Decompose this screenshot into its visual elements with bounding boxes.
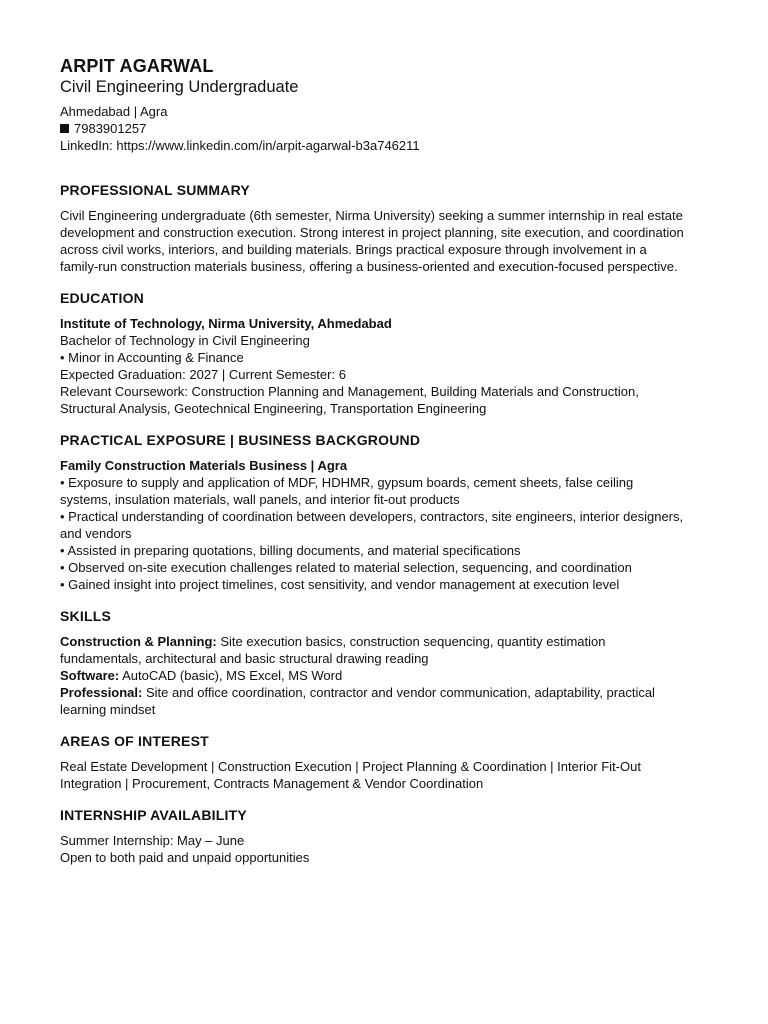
section-title-education: EDUCATION (60, 290, 144, 306)
skills-section (60, 607, 728, 718)
practical-line: • Exposure to supply and application of MDF, HDHMR, gypsum boards, cement sheets, false ceiling (60, 475, 634, 490)
education-line: • Minor in Accounting & Finance (60, 350, 244, 365)
candidate-role: Civil Engineering Undergraduate (60, 78, 299, 96)
availability-line: Summer Internship: May – June (60, 833, 245, 848)
phone-number: 7983901257 (74, 121, 147, 136)
skill-professional-text: Site and office coordination, contractor and vendor communication, adaptability, practical (142, 685, 655, 700)
practical-line: • Gained insight into project timelines, cost sensitivity, and vendor management at execution level (60, 577, 620, 592)
linkedin-link[interactable]: LinkedIn: https://www.linkedin.com/in/arpit-agarwal-b3a746211 (60, 138, 420, 153)
location-text: Ahmedabad | Agra (60, 104, 168, 119)
interest-line: Real Estate Development | Construction Execution | Project Planning & Coordination | Interior Fit-Out (60, 759, 641, 774)
education-line: Expected Graduation: 2027 | Current Semester: 6 (60, 367, 346, 382)
skill-construction-text: Site execution basics, construction sequencing, quantity estimation (216, 634, 606, 649)
education-section (60, 289, 728, 417)
skill-construction-label: Construction & Planning: (60, 634, 217, 649)
skill-professional-label: Professional: (60, 685, 143, 700)
section-title-skills: SKILLS (60, 608, 111, 624)
practical-exposure-section (60, 431, 728, 593)
skill-construction-continuation: fundamentals, architectural and basic structural drawing reading (60, 651, 429, 666)
candidate-name: ARPIT AGARWAL (60, 56, 214, 76)
interest-line: Integration | Procurement, Contracts Management & Vendor Coordination (60, 776, 484, 791)
phone-icon (60, 124, 69, 133)
practical-line: • Practical understanding of coordination between developers, contractors, site engineers, interior designers, (60, 509, 684, 524)
summary-line: Civil Engineering undergraduate (6th semester, Nirma University) seeking a summer internship in real estate (60, 208, 683, 223)
business-name: Family Construction Materials Business | Agra (60, 458, 348, 473)
availability-line: Open to both paid and unpaid opportunities (60, 850, 310, 865)
professional-summary-section (60, 181, 728, 275)
practical-line: and vendors (60, 526, 132, 541)
summary-line: across civil works, interiors, and building materials. Brings practical exposure through involvement in a (60, 242, 647, 257)
education-line: Bachelor of Technology in Civil Engineering (60, 333, 310, 348)
summary-line: family-run construction materials business, offering a business-oriented and execution-focused perspective. (60, 259, 678, 274)
skill-professional-continuation: learning mindset (60, 702, 156, 717)
education-line: Structural Analysis, Geotechnical Engineering, Transportation Engineering (60, 401, 487, 416)
skill-construction-line (60, 633, 728, 650)
education-line: Relevant Coursework: Construction Planning and Management, Building Materials and Construction, (60, 384, 639, 399)
skill-professional-line (60, 684, 728, 701)
skill-software-label: Software: (60, 668, 120, 683)
areas-of-interest-section (60, 732, 728, 792)
phone-line (60, 120, 728, 137)
practical-line: • Observed on-site execution challenges related to material selection, sequencing, and coordination (60, 560, 632, 575)
practical-line: • Assisted in preparing quotations, billing documents, and material specifications (60, 543, 521, 558)
section-title-practical: PRACTICAL EXPOSURE | BUSINESS BACKGROUND (60, 432, 421, 448)
summary-line: development and construction execution. Strong interest in project planning, site execution, and coordination (60, 225, 684, 240)
practical-line: systems, insulation materials, wall panels, and interior fit-out products (60, 492, 460, 507)
resume-header (60, 55, 728, 154)
section-title-summary: PROFESSIONAL SUMMARY (60, 182, 250, 198)
section-title-availability: INTERNSHIP AVAILABILITY (60, 807, 247, 823)
section-title-interest: AREAS OF INTEREST (60, 733, 209, 749)
internship-availability-section (60, 806, 728, 866)
skill-software-text: AutoCAD (basic), MS Excel, MS Word (119, 668, 343, 683)
institution-name: Institute of Technology, Nirma University, Ahmedabad (60, 316, 392, 331)
skill-software-line (60, 667, 728, 684)
